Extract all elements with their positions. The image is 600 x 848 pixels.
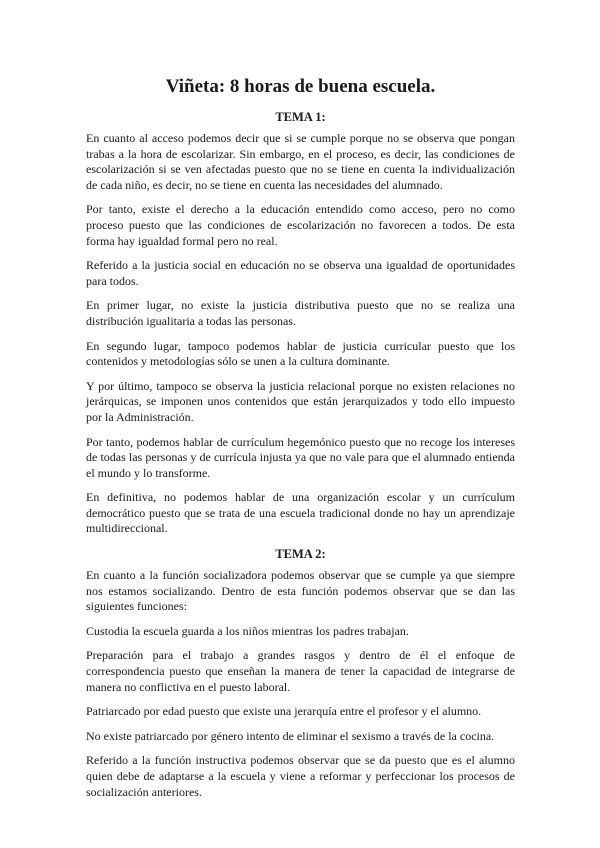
paragraph: Preparación para el trabajo a grandes rasgos y dentro de él el enfoque de correspondencia puesto que enseñan la manera de tener la capacidad de integrarse de manera no conflictiva en el puesto laboral.	[86, 648, 515, 694]
paragraph: En segundo lugar, tampoco podemos hablar de justicia curricular puesto que los contenidos y metodologías sólo se unen a la cultura dominante.	[86, 338, 515, 369]
paragraph: En cuanto a la función socializadora podemos observar que se cumple ya que siempre nos estamos socializando. Dentro de esta función podemos observar que se dan las siguientes funciones:	[86, 568, 515, 614]
paragraph: Y por último, tampoco se observa la justicia relacional porque no existen relaciones no jerárquicas, se imponen unos contenidos que están jerarquizados y todo ello impuesto por la Administración.	[86, 378, 515, 424]
paragraph: Patriarcado por edad puesto que existe una jerarquía entre el profesor y el alumno.	[86, 704, 482, 719]
paragraph: Por tanto, existe el derecho a la educación entendido como acceso, pero no como proceso puesto que las condiciones de escolarización no favorecen a todos. De esta forma hay igualdad formal pero no real.	[86, 202, 515, 248]
document-page	[86, 74, 515, 809]
section-heading: TEMA 2:	[275, 547, 326, 562]
document-title: Viñeta: 8 horas de buena escuela.	[165, 76, 436, 97]
paragraph: En definitiva, no podemos hablar de una organización escolar y un currículum democrático puesto que se trata de una escuela tradicional donde no hay un aprendizaje multidireccional.	[86, 490, 515, 536]
paragraph: En cuanto al acceso podemos decir que si se cumple porque no se observa que pongan trabas a la hora de escolarizar. Sin embargo, en el proceso, es decir, las condiciones de escolarización si se ven afectadas puesto que no se tiene en cuenta la individualización de cada niño, es decir, no se tiene en cuenta las necesidades del alumnado.	[86, 131, 515, 192]
paragraph: En primer lugar, no existe la justicia distributiva puesto que no se realiza una distribución igualitaria a todas las personas.	[86, 298, 515, 328]
section-tema-1	[86, 109, 515, 537]
section-tema-2	[86, 546, 515, 800]
paragraph: No existe patriarcado por género intento de eliminar el sexismo a través de la cocina.	[86, 728, 495, 743]
paragraph: Referido a la función instructiva podemos observar que se da puesto que es el alumno quien debe de adaptarse a la escuela y viene a reformar y perfeccionar los procesos de socialización anteriores.	[86, 753, 515, 799]
paragraph: Referido a la justicia social en educación no se observa una igualdad de oportunidades para todos.	[86, 258, 515, 288]
paragraph: Custodia la escuela guarda a los niños mientras los padres trabajan.	[86, 623, 409, 638]
paragraph: Por tanto, podemos hablar de currículum hegemónico puesto que no recoge los intereses de todas las personas y de currícula injusta ya que no vale para que el alumnado entienda el mundo y lo transforme.	[86, 434, 515, 480]
section-heading: TEMA 1:	[275, 110, 326, 124]
